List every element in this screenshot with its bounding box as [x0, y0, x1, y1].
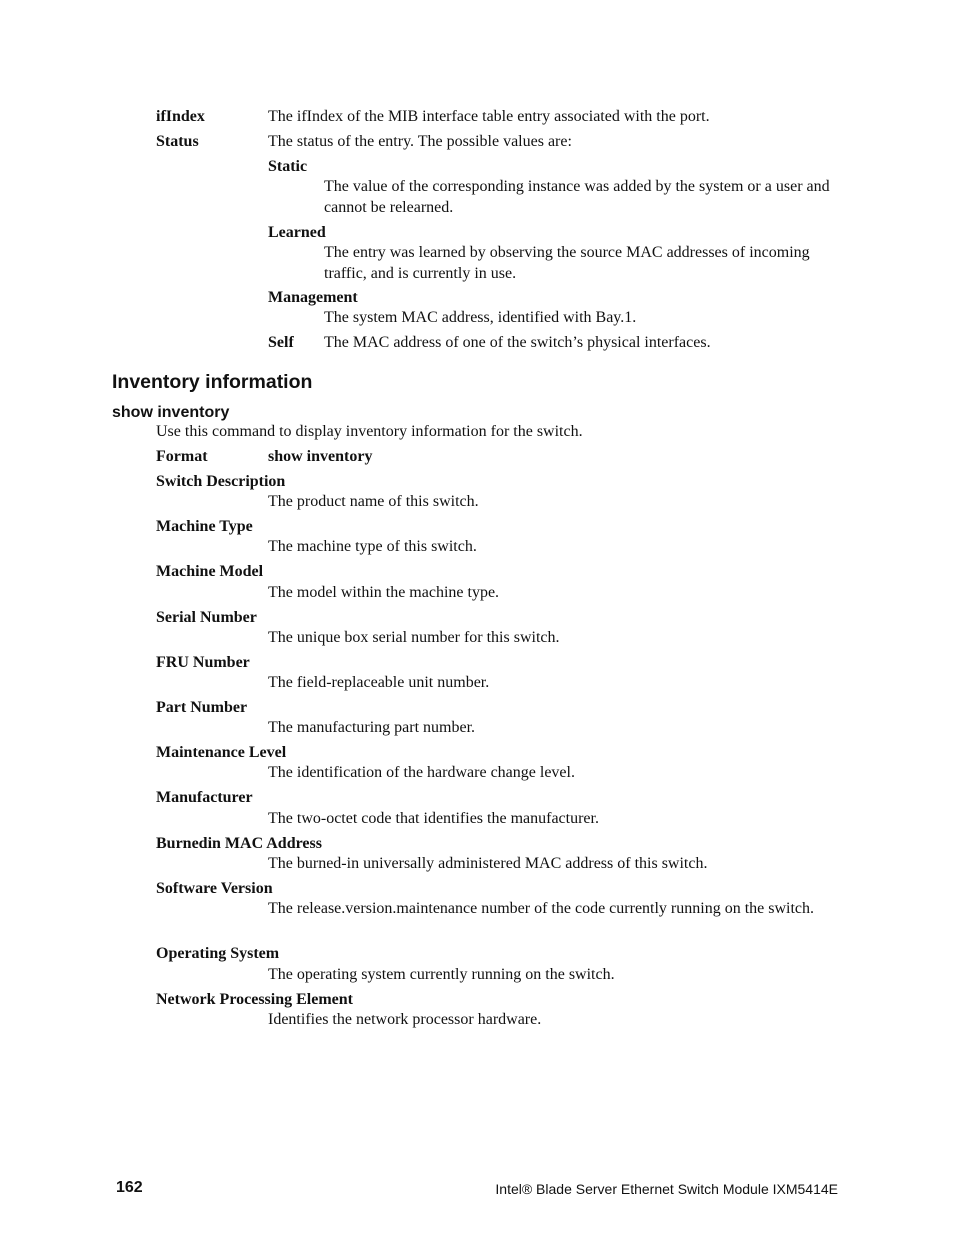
field-desc: The manufacturing part number. [268, 719, 476, 736]
field-desc: Identifies the network processor hardware. [268, 1011, 542, 1028]
field-desc: The release.version.maintenance number of the code currently running on the switch. [268, 900, 815, 917]
page-number: 162 [116, 1179, 143, 1196]
field-desc: The product name of this switch. [268, 493, 479, 510]
term-learned: Learned [268, 224, 326, 241]
field-desc: The machine type of this switch. [268, 538, 477, 555]
section-intro: Use this command to display inventory information for the switch. [156, 423, 583, 440]
term-status: Status [156, 133, 199, 150]
term-self: Self [268, 334, 294, 351]
field-desc: The two-octet code that identifies the manufacturer. [268, 810, 599, 827]
format-label: Format [156, 448, 208, 465]
section-title: Inventory information [112, 371, 313, 393]
field-term: Machine Type [156, 518, 253, 535]
field-term: Network Processing Element [156, 991, 353, 1008]
section-subtitle: show inventory [112, 404, 230, 421]
desc-ifindex: The ifIndex of the MIB interface table entry associated with the port. [268, 108, 710, 125]
field-desc: The burned-in universally administered MAC address of this switch. [268, 855, 708, 872]
term-ifindex: ifIndex [156, 108, 205, 125]
field-term: Operating System [156, 945, 280, 962]
field-desc: The identification of the hardware change level. [268, 764, 575, 781]
field-term: Burnedin MAC Address [156, 835, 322, 852]
field-term: Serial Number [156, 609, 257, 626]
field-term: Machine Model [156, 563, 264, 580]
field-desc: The operating system currently running on the switch. [268, 966, 615, 983]
desc-status: The status of the entry. The possible values are: [268, 133, 572, 150]
field-term: Switch Description [156, 473, 286, 490]
desc-self: The MAC address of one of the switch’s physical interfaces. [324, 334, 711, 351]
format-value: show inventory [268, 448, 373, 465]
desc-learned: The entry was learned by observing the source MAC addresses of incoming traffic, and is currently in use. [324, 244, 810, 282]
field-term: Software Version [156, 880, 273, 897]
field-desc: The field-replaceable unit number. [268, 674, 490, 691]
field-desc: The unique box serial number for this switch. [268, 629, 560, 646]
field-term: FRU Number [156, 654, 250, 671]
term-static: Static [268, 158, 308, 175]
desc-management: The system MAC address, identified with Bay.1. [324, 309, 637, 326]
term-management: Management [268, 289, 358, 306]
desc-static: The value of the corresponding instance was added by the system or a user and cannot be relearned. [324, 178, 830, 216]
footer-doc-title: Intel® Blade Server Ethernet Switch Module IXM5414E [495, 1181, 838, 1197]
field-term: Maintenance Level [156, 744, 287, 761]
field-desc: The model within the machine type. [268, 584, 500, 601]
field-term: Manufacturer [156, 789, 253, 806]
field-term: Part Number [156, 699, 248, 716]
